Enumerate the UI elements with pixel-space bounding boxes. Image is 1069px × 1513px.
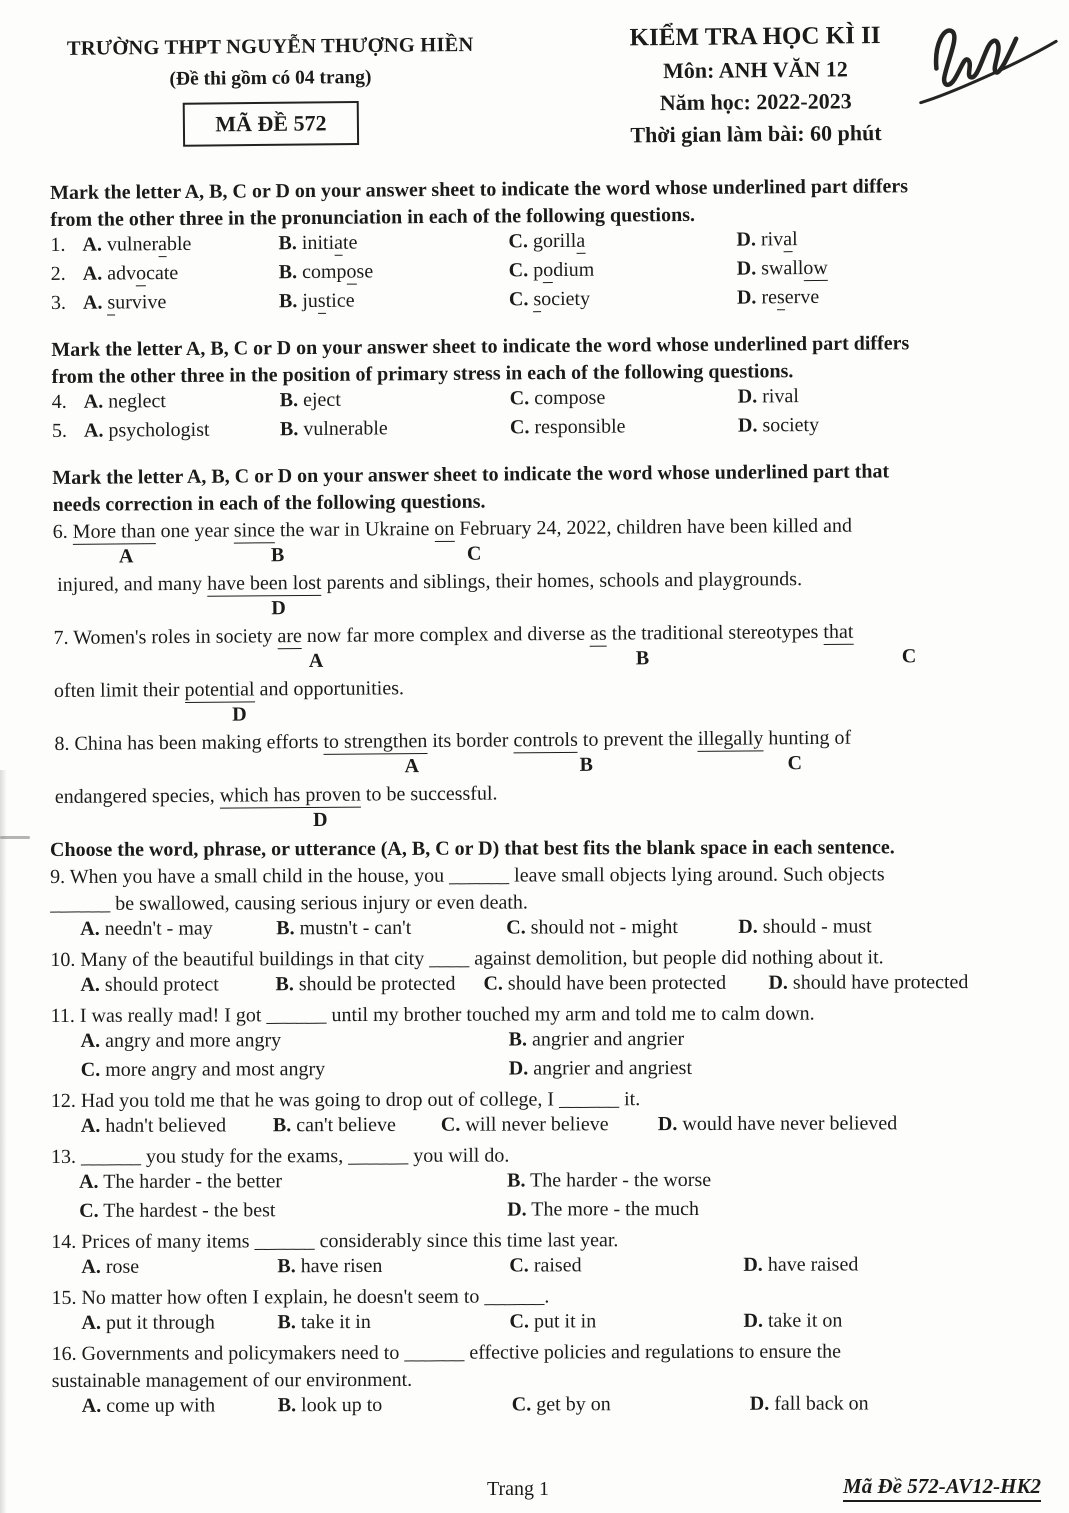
question-line: 12. Had you told me that he was going to drop out of college, I ______ it. <box>50 1088 641 1112</box>
option-text: rose <box>105 1255 140 1278</box>
option-label: C. <box>483 972 503 995</box>
option-text: hadn't believed <box>105 1114 227 1137</box>
option-label: D. <box>738 915 758 938</box>
header-school-block <box>50 26 491 154</box>
option-label: B. <box>275 973 294 996</box>
option <box>79 1170 282 1194</box>
question <box>51 1282 1040 1341</box>
question-line: 9. When you have a small child in the house, you ______ leave small objects lying around. Such objects <box>50 863 885 888</box>
question-line: ______ be swallowed, causing serious injury or even death. <box>50 891 528 915</box>
option <box>737 286 819 310</box>
option-label: A. <box>81 1311 102 1334</box>
option-text: responsible <box>534 415 626 439</box>
option-text: can't believe <box>296 1113 396 1137</box>
question-line: 6. More than one year since the war in Ukraine on February 24, 2022, children have been killed and <box>52 514 853 543</box>
option-text: compose <box>534 386 606 410</box>
option-text: put it in <box>533 1310 597 1333</box>
option-text: reserve <box>761 285 820 309</box>
option <box>278 1394 383 1417</box>
option-text: gorilla <box>532 229 586 253</box>
option-label: D. <box>657 1113 678 1136</box>
option <box>280 417 388 441</box>
option-text: advocate <box>107 261 179 285</box>
option <box>510 387 606 411</box>
option <box>82 233 191 257</box>
option-text: more angry and most angry <box>105 1058 326 1081</box>
option <box>279 260 374 284</box>
section-instructions-line: Choose the word, phrase, or utterance (A, B, C or D) that best fits the blank space in each sentence. <box>50 836 895 861</box>
option-label: B. <box>276 917 295 940</box>
options-row <box>51 1056 1040 1088</box>
question <box>50 861 1039 947</box>
duration-line: Thời gian làm bài: 60 phút <box>630 120 882 148</box>
option-label: C. <box>506 916 526 939</box>
option-text: fall back on <box>774 1392 869 1415</box>
option-text: The more - the much <box>531 1197 700 1221</box>
option-label: D. <box>507 1198 527 1221</box>
option-text: swallow <box>761 256 828 280</box>
error-marker: D <box>271 597 286 620</box>
section-fill-blank <box>50 834 1041 1424</box>
option <box>441 1113 609 1137</box>
option-text: rival <box>760 228 798 251</box>
option-label: D. <box>736 257 757 280</box>
option <box>276 917 411 940</box>
option-label: B. <box>278 290 298 313</box>
option-label: B. <box>278 232 297 255</box>
option <box>83 291 167 315</box>
option-label: C. <box>440 1113 461 1136</box>
option-label: A. <box>82 233 103 256</box>
option-label: B. <box>278 261 298 284</box>
question-line: 13. ______ you study for the exams, ______ you will do. <box>50 1144 510 1168</box>
option <box>81 1029 282 1053</box>
option-text: initiate <box>301 231 358 255</box>
option-label: C. <box>508 230 529 253</box>
option-label: C. <box>511 1393 532 1416</box>
option-text: raised <box>533 1254 582 1277</box>
section-instructions-line: from the other three in the pronunciation in each of the following questions. <box>50 203 696 231</box>
option-text: rival <box>762 385 799 408</box>
question-number: 1. <box>50 233 66 256</box>
option-text: have risen <box>300 1254 383 1278</box>
option-text: have raised <box>767 1253 859 1276</box>
option-label: D. <box>736 228 757 251</box>
option-label: D. <box>743 1253 763 1276</box>
option-text: take it on <box>767 1309 843 1332</box>
section-instructions-line: Mark the letter A, B, C or D on your answer sheet to indicate the word whose underlined part that <box>52 460 890 489</box>
option <box>750 1392 869 1415</box>
option-label: D. <box>508 1057 529 1080</box>
option-text: come up with <box>106 1394 216 1417</box>
option <box>736 228 797 251</box>
question-line: 8. China has been making efforts to strengthen its border controls to prevent the illegally hunting of <box>54 726 852 755</box>
option-label: A. <box>80 1114 101 1137</box>
error-marker: B <box>635 647 650 670</box>
question-line: often limit their potential and opportunities. <box>53 677 405 702</box>
error-marker: D <box>232 703 247 726</box>
option <box>483 972 726 996</box>
exam-title: KIỂM TRA HỌC KÌ II <box>629 22 881 52</box>
question-line: 15. No matter how often I explain, he doesn't seem to ______. <box>51 1285 550 1309</box>
section-instructions-line: from the other three in the position of primary stress in each of the following questions. <box>51 360 794 388</box>
page-content <box>50 22 1039 1424</box>
option-text: would have never believed <box>682 1112 898 1136</box>
option <box>509 1254 581 1277</box>
question <box>52 1338 1041 1424</box>
option <box>509 1028 685 1052</box>
option <box>738 414 819 438</box>
option-label: C. <box>508 288 529 311</box>
error-marker: A <box>404 755 420 778</box>
options-row <box>51 1112 1040 1144</box>
options-row <box>51 1309 1040 1341</box>
option <box>81 1058 325 1082</box>
question-line: 14. Prices of many items ______ considerably since this time last year. <box>51 1229 619 1253</box>
option-label: B. <box>277 1255 296 1278</box>
option <box>738 915 871 938</box>
question <box>53 511 1043 625</box>
options-row <box>51 1027 1040 1059</box>
option-label: A. <box>79 1170 99 1193</box>
option-text: vulnerable <box>106 232 192 256</box>
option-text: neglect <box>108 390 167 413</box>
page-number: Trang 1 <box>487 1478 550 1500</box>
option <box>80 973 218 996</box>
option <box>738 385 799 408</box>
option-label: C. <box>508 259 529 282</box>
option <box>79 1199 275 1223</box>
question-line: 16. Governments and policymakers need to ______ effective policies and regulations to ensure the <box>51 1340 842 1365</box>
document-code: Mã Đề 572-AV12-HK2 <box>843 1474 1041 1502</box>
error-marker: A <box>308 649 324 672</box>
option-label: A. <box>82 262 103 285</box>
exam-code-box: MÃ ĐỀ 572 <box>183 101 359 147</box>
question-number: 4. <box>51 390 67 413</box>
option <box>277 1311 370 1334</box>
option-text: The hardest - the best <box>103 1199 276 1222</box>
question <box>51 1226 1040 1285</box>
option <box>81 1256 139 1279</box>
subject-line: Môn: ANH VĂN 12 <box>662 56 848 84</box>
option <box>80 917 213 940</box>
option <box>273 1114 396 1137</box>
option <box>743 1253 858 1276</box>
option-label: C. <box>80 1058 101 1081</box>
handwritten-signature <box>898 5 1069 117</box>
option-text: The harder - the worse <box>530 1168 712 1192</box>
option-text: needn't - may <box>104 917 213 940</box>
error-marker: C <box>466 542 482 565</box>
option-label: D. <box>737 385 758 408</box>
option-label: A. <box>81 1394 102 1417</box>
options-row <box>51 1253 1040 1285</box>
option-text: look up to <box>301 1393 383 1417</box>
option-label: C. <box>509 387 530 410</box>
school-name: TRƯỜNG THPT NGUYỄN THƯỢNG HIỀN <box>66 33 474 60</box>
option <box>507 1198 699 1222</box>
option-text: should - must <box>762 915 872 938</box>
option-label: B. <box>508 1028 528 1051</box>
option <box>768 971 968 995</box>
option-text: angry and more angry <box>105 1029 282 1052</box>
option-text: should have been protected <box>507 971 727 995</box>
option <box>84 419 210 443</box>
school-year-line: Năm học: 2022-2023 <box>659 88 852 116</box>
question <box>51 1141 1040 1229</box>
question <box>51 1085 1040 1144</box>
option-text: vulnerable <box>303 417 388 441</box>
option <box>509 259 595 283</box>
option-text: should be protected <box>298 972 456 996</box>
exam-body <box>50 175 1039 1424</box>
option-text: compose <box>301 260 374 284</box>
option-text: should protect <box>104 973 219 996</box>
option <box>81 1311 214 1334</box>
question-line: injured, and many have been lost parents and siblings, their homes, schools and playgrounds. <box>57 568 803 596</box>
error-marker: B <box>270 544 285 567</box>
option-label: D. <box>743 1309 764 1332</box>
option-text: The harder - the better <box>103 1170 283 1193</box>
section-instructions-line: Mark the letter A, B, C or D on your answer sheet to indicate the word whose underlined part differs <box>50 175 909 204</box>
scan-edge-shadow <box>0 770 7 1513</box>
option-label: A. <box>82 291 103 314</box>
option-label: A. <box>83 390 104 413</box>
question-line: endangered species, which has proven to be successful. <box>54 782 498 808</box>
question <box>51 1000 1040 1088</box>
option <box>278 232 357 256</box>
option <box>84 390 166 414</box>
question-line: 11. I was really mad! I got ______ until my brother touched my arm and told me to calm down. <box>50 1002 815 1027</box>
question-line: 10. Many of the beautiful buildings in that city ____ against demolition, but people did nothing about it. <box>50 946 884 971</box>
options-row <box>50 915 1039 947</box>
error-marker: C <box>787 752 803 775</box>
option <box>509 1310 596 1333</box>
options-row <box>51 1197 1040 1229</box>
option-text: get by on <box>536 1393 611 1416</box>
options-row <box>52 1392 1041 1424</box>
option-text: angrier and angrier <box>531 1028 685 1051</box>
option-label: D. <box>768 971 788 994</box>
exam-header <box>50 21 1040 154</box>
option-label: A. <box>80 973 100 996</box>
option-text: eject <box>302 388 341 412</box>
option-text: will never believe <box>465 1113 609 1136</box>
option-text: mustn't - can't <box>299 916 412 940</box>
option <box>275 973 455 997</box>
error-marker: B <box>579 753 594 776</box>
option-text: podium <box>533 258 595 282</box>
pages-note: (Đề thi gồm có 04 trang) <box>169 66 372 90</box>
option-label: C. <box>509 1254 529 1277</box>
option-label: B. <box>272 1114 292 1137</box>
option-text: should not - might <box>530 916 679 939</box>
option-label: D. <box>736 286 757 309</box>
option-label: A. <box>83 419 104 442</box>
options-row <box>51 1168 1040 1200</box>
option-label: C. <box>79 1199 99 1222</box>
question-line: sustainable management of our environment. <box>51 1368 413 1392</box>
option-label: D. <box>737 414 758 437</box>
option-text: survive <box>107 291 167 314</box>
option <box>507 1169 711 1193</box>
option <box>83 262 179 286</box>
option-label: C. <box>509 1310 530 1333</box>
option <box>82 1394 215 1417</box>
error-marker: C <box>901 645 917 668</box>
option-label: A. <box>80 917 100 940</box>
option <box>510 415 626 439</box>
section-pronunciation <box>50 172 1044 837</box>
option-text: society <box>762 413 820 437</box>
option-label: A. <box>80 1029 101 1052</box>
option <box>280 389 341 412</box>
option-text: psychologist <box>108 418 210 442</box>
option-text: take it in <box>300 1310 371 1334</box>
option <box>743 1310 842 1333</box>
question <box>54 723 1044 837</box>
section-stress <box>51 329 1041 449</box>
option-text: society <box>533 287 591 311</box>
option-label: B. <box>279 389 299 412</box>
question-number: 2. <box>50 262 66 285</box>
option-label: B. <box>277 1311 296 1334</box>
option <box>512 1393 611 1416</box>
question <box>53 617 1043 731</box>
option <box>737 257 828 281</box>
option <box>509 288 590 312</box>
option <box>277 1255 382 1278</box>
option <box>81 1114 226 1137</box>
option-text: angrier and angriest <box>533 1056 693 1080</box>
option <box>279 290 355 314</box>
option <box>508 230 585 254</box>
section-instructions-line: needs correction in each of the following questions. <box>52 490 486 516</box>
error-marker: A <box>118 545 134 568</box>
question <box>50 944 1039 1003</box>
option-label: D. <box>749 1392 770 1415</box>
option-label: B. <box>507 1169 526 1192</box>
section-error-correction <box>52 457 1044 837</box>
question-number: 3. <box>50 291 67 314</box>
option <box>658 1112 897 1136</box>
option-label: A. <box>81 1255 101 1278</box>
question-line: 7. Women's roles in society are now far more complex and diverse as the traditional stereotypes that <box>53 620 854 649</box>
option <box>506 916 678 940</box>
option-text: justice <box>302 289 355 313</box>
option-label: B. <box>277 1394 297 1417</box>
option-label: B. <box>279 418 299 441</box>
option-text: should have protected <box>792 971 969 994</box>
option-label: C. <box>509 416 530 439</box>
options-row <box>50 971 1039 1003</box>
option <box>509 1057 692 1081</box>
question-number: 5. <box>51 419 68 442</box>
option-text: put it through <box>105 1311 215 1334</box>
error-marker: D <box>312 808 328 831</box>
section-instructions-line: Mark the letter A, B, C or D on your answer sheet to indicate the word whose underlined part differs <box>51 332 910 361</box>
